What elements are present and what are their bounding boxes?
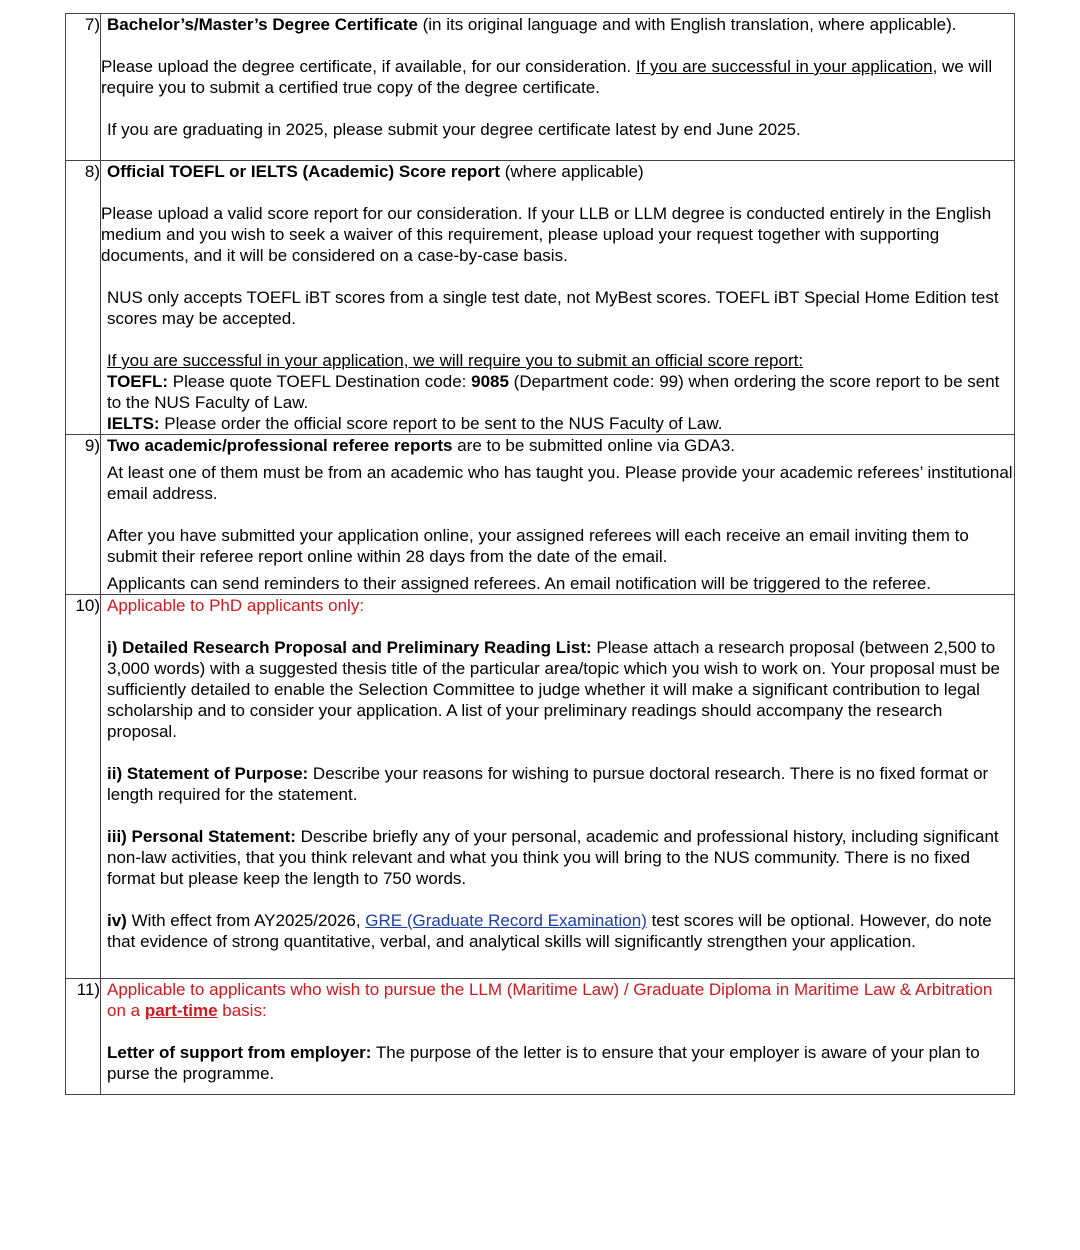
item-11-header: Applicable to applicants who wish to pursue the LLM (Maritime Law) / Graduate Diploma in Maritime Law & Arbitration on a part-time basis: (107, 980, 993, 1020)
item-8-toefl: TOEFL: Please quote TOEFL Destination code: 9085 (Department code: 99) when ordering the score report to be sent to the NUS Faculty of Law. (107, 372, 1000, 412)
item-10-gre-note: iv) With effect from AY2025/2026, GRE (Graduate Record Examination) test scores will be optional. However, do note that evidence of strong quantitative, verbal, and analytical skills will significantly strengthen your application. (107, 911, 992, 951)
item-7-paragraph-2: If you are graduating in 2025, please submit your degree certificate latest by end June 2025. (107, 120, 801, 139)
gre-link[interactable]: GRE (Graduate Record Examination) (365, 911, 647, 930)
item-10-research-proposal: i) Detailed Research Proposal and Preliminary Reading List: Please attach a research proposal (between 2,500 to 3,000 words) with a suggested thesis title of the particular area/topic which you wish to work on. Your proposal must be sufficiently detailed to enable the Selection Committee to judge whether it will make a significant contribution to legal scholarship and to consider your application. A list of your preliminary readings should accompany the research proposal. (107, 638, 1000, 741)
item-10-statement-of-purpose: ii) Statement of Purpose: Describe your reasons for wishing to pursue doctoral research. There is no fixed format or length required for the statement. (107, 764, 989, 804)
item-7-cell: Bachelor’s/Master’s Degree Certificate (in its original language and with English translation, where applicable). Please upload the degree certificate, if available, for our consideration. If you are successful in your application, we will require you to submit a certified true copy of the degree certificate. If you are graduating in 2025, please submit your degree certificate latest by end June 2025. (101, 14, 1015, 161)
item-number: 10) (66, 595, 101, 979)
item-10-cell (101, 595, 1015, 979)
item-8-paragraph-3: If you are successful in your application, we will require you to submit an official score report: (107, 351, 804, 370)
item-8-title: Official TOEFL or IELTS (Academic) Score report (107, 162, 500, 181)
item-9-paragraph-3: Applicants can send reminders to their assigned referees. An email notification will be triggered to the referee. (107, 574, 932, 593)
item-9-paragraph-2: After you have submitted your application online, your assigned referees will each receive an email inviting them to submit their referee report online within 28 days from the date of the email. (107, 526, 969, 566)
item-8-paragraph-1: Please upload a valid score report for our consideration. If your LLB or LLM degree is conducted entirely in the English medium and you wish to seek a waiver of this requirement, please upload your request together with supporting documents, and it will be considered on a case-by-case basis. (101, 204, 992, 265)
table-row (66, 435, 1015, 595)
item-7-paragraph-1: Please upload the degree certificate, if available, for our consideration. If you are successful in your application, we will require you to submit a certified true copy of the degree certificate. (101, 57, 993, 97)
item-9-cell: Two academic/professional referee reports are to be submitted online via GDA3. At least one of them must be from an academic who has taught you. Please provide your academic referees’ institutional email address. After you have submitted your application online, your assigned referees will each receive an email inviting them to submit their referee report online within 28 days from the date of the email. Applicants can send reminders to their assigned referees. An email notification will be triggered to the referee. (101, 435, 1015, 595)
table-row (66, 595, 1015, 979)
item-8-ielts: IELTS: Please order the official score report to be sent to the NUS Faculty of Law. (107, 414, 723, 433)
table-row (66, 14, 1015, 161)
item-number: 9) (66, 435, 101, 595)
table-row (66, 161, 1015, 435)
item-7-title: Bachelor’s/Master’s Degree Certificate (107, 15, 418, 34)
item-number: 11) (66, 979, 101, 1095)
item-10-personal-statement: iii) Personal Statement: Describe briefly any of your personal, academic and professional history, including significant non-law activities, that you think relevant and what you think you will bring to the NUS community. There is no fixed format but please keep the length to 750 words. (107, 827, 999, 888)
item-10-header: Applicable to PhD applicants only: (107, 596, 365, 615)
item-11-employer-letter: Letter of support from employer: The purpose of the letter is to ensure that your employer is aware of your plan to purse the programme. (107, 1043, 980, 1083)
item-8-paragraph-2: NUS only accepts TOEFL iBT scores from a single test date, not MyBest scores. TOEFL iBT Special Home Edition test scores may be accepted. (107, 288, 999, 328)
item-number: 7) (66, 14, 101, 161)
item-number: 8) (66, 161, 101, 435)
item-9-title: Two academic/professional referee reports (107, 436, 453, 455)
item-11-cell (101, 979, 1015, 1095)
item-9-paragraph-1: At least one of them must be from an academic who has taught you. Please provide your academic referees’ institutional email address. (107, 463, 1013, 503)
table-row (66, 979, 1015, 1095)
item-8-cell: Official TOEFL or IELTS (Academic) Score report (where applicable) Please upload a valid score report for our consideration. If your LLB or LLM degree is conducted entirely in the English medium and you wish to seek a waiver of this requirement, please upload your request together with supporting documents, and it will be considered on a case-by-case basis. NUS only accepts TOEFL iBT scores from a single test date, not MyBest scores. TOEFL iBT Special Home Edition test scores may be accepted. If you are successful in your application, we will require you to submit an official score report: TOEFL: Please quote TOEFL Destination code: 9085 (Department code: 99) when ordering the score report to be sent to the NUS Faculty of Law. IELTS: Please order the official score report to be sent to the NUS Faculty of Law. (101, 161, 1015, 435)
requirements-table (65, 13, 1015, 1095)
